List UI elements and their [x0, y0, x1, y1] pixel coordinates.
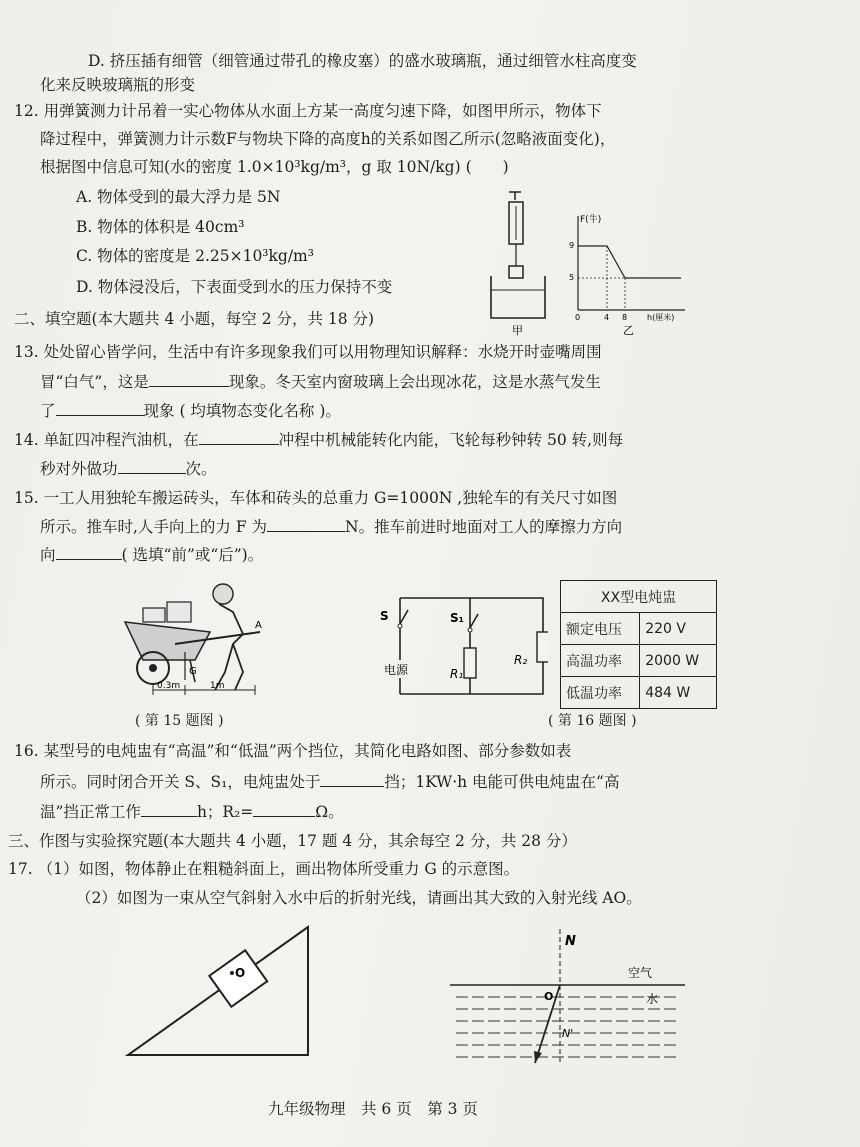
q13-blank-1[interactable] — [149, 370, 229, 387]
q13-line3-text2: 现象 ( 均填物态变化名称 )。 — [143, 402, 341, 420]
q15-line2-text2: N。推车前进时地面对工人的摩擦力方向 — [345, 518, 623, 536]
q14-blank-1[interactable] — [199, 428, 279, 445]
q15-blank-1[interactable] — [267, 515, 345, 532]
q16-blank-3[interactable] — [253, 800, 315, 817]
figure-jia-label: 甲 — [512, 324, 523, 337]
q12-stem-line2: 降过程中，弹簧测力计示数F与物块下降的高度h的关系如图乙所示(忽略液面变化)， — [40, 130, 616, 148]
q12-option-a: A. 物体受到的最大浮力是 5N — [76, 188, 281, 206]
fig17-air-label: 空气 — [628, 966, 653, 980]
fig17-water-label: 水 — [646, 992, 659, 1006]
q14-line2 — [40, 457, 217, 480]
fig15-len1: 0.3m — [157, 681, 181, 691]
q16-line3-text2: h；R₂= — [196, 803, 254, 821]
figure-16-caption: ( 第 16 题图 ) — [548, 713, 637, 729]
q16-parameter-table — [560, 580, 717, 709]
q11-option-d-line1: D. 挤压插有细管（细管通过带孔的橡皮塞）的盛水玻璃瓶，通过细管水柱高度变 — [88, 52, 637, 70]
figure-15-wheelbarrow — [115, 572, 280, 702]
q16-line1: 16. 某型号的电炖盅有“高温”和“低温”两个挡位，其简化电路如图、部分参数如表 — [14, 742, 572, 760]
f-axis-label: F(牛) — [580, 215, 602, 225]
q13-line1: 13. 处处留心皆学问，生活中有许多现象我们可以用物理知识解释：水烧开时壶嘴周围 — [14, 343, 602, 361]
q16-line3-text3: Ω。 — [315, 803, 344, 821]
table-cell-value: 484 W — [640, 677, 717, 709]
q14-blank-2[interactable] — [118, 457, 186, 474]
q13-line2-text1: 冒“白气”，这是 — [40, 373, 149, 391]
q15-line2-text1: 所示。推车时,人手向上的力 F 为 — [40, 518, 268, 536]
q13-line2-text2: 现象。冬天室内窗玻璃上会出现冰花，这是水蒸气发生 — [228, 373, 601, 391]
figure-17-incline — [120, 915, 320, 1065]
q14-line2-text2: 次。 — [185, 460, 217, 478]
q17-part2: （2）如图为一束从空气斜射入水中后的折射光线，请画出其大致的入射光线 AO。 — [76, 889, 642, 907]
q11-option-d-line2: 化来反映玻璃瓶的形变 — [40, 76, 196, 94]
q14-line1-text1: 14. 单缸四冲程汽油机，在 — [14, 431, 199, 449]
q12-stem-line3: 根据图中信息可知(水的密度 1.0×10³kg/m³，g 取 10N/kg) ( ) — [40, 158, 509, 176]
q13-line2 — [40, 370, 601, 393]
table-cell-label: 低温功率 — [561, 677, 640, 709]
q14-line2-text1: 秒对外做功 — [40, 460, 118, 478]
h-tick-4: 4 — [604, 313, 610, 322]
figure-16-circuit — [378, 590, 548, 700]
figure-yi-label: 乙 — [623, 324, 634, 337]
q15-line3-text2: ( 选填“前”或“后”)。 — [121, 546, 264, 564]
table-row — [561, 613, 717, 645]
fig16-r1-label: R₁ — [450, 667, 464, 681]
q13-blank-2[interactable] — [56, 399, 144, 416]
fig15-len2: 1m — [210, 681, 225, 691]
q15-blank-2[interactable] — [56, 543, 122, 560]
q16-line3 — [40, 800, 344, 823]
figure-jia-spring-scale — [485, 188, 565, 338]
table-cell-value: 2000 W — [640, 645, 717, 677]
fig15-g-label: G — [189, 666, 197, 677]
figure-yi-f-h-graph — [565, 210, 690, 338]
q16-blank-2[interactable] — [141, 800, 197, 817]
q12-option-d: D. 物体浸没后，下表面受到水的压力保持不变 — [76, 278, 393, 296]
q12-option-b: B. 物体的体积是 40cm³ — [76, 218, 245, 236]
table-row — [561, 677, 717, 709]
q16-line3-text1: 温”挡正常工作 — [40, 803, 141, 821]
table-title: XX型电炖盅 — [561, 581, 717, 613]
f-tick-5: 5 — [569, 273, 575, 282]
fig17-o2-label: O — [544, 990, 554, 1003]
fig17-n-label: N — [565, 934, 576, 949]
q16-line2 — [40, 770, 619, 793]
table-cell-value: 220 V — [640, 613, 717, 645]
table-cell-label: 高温功率 — [561, 645, 640, 677]
fig16-s-label: S — [380, 609, 389, 623]
f-tick-9: 9 — [569, 241, 575, 250]
figure-15-caption: ( 第 15 题图 ) — [135, 713, 224, 729]
q15-line3-text1: 向 — [40, 546, 56, 564]
fig16-power-label: 电源 — [384, 663, 409, 677]
q15-line2 — [40, 515, 622, 538]
fig17-o-label: O — [235, 966, 246, 980]
q17-part1: 17. （1）如图，物体静止在粗糙斜面上，画出物体所受重力 G 的示意图。 — [8, 860, 520, 878]
page-footer: 九年级物理 共 6 页 第 3 页 — [268, 1100, 478, 1118]
q15-line3 — [40, 543, 263, 566]
q12-stem-line1: 12. 用弹簧测力计吊着一实心物体从水面上方某一高度匀速下降，如图甲所示，物体下 — [14, 102, 602, 120]
table-row — [561, 645, 717, 677]
q14-line1-text2: 冲程中机械能转化内能，飞轮每秒钟转 50 转,则每 — [278, 431, 624, 449]
q13-line3-text1: 了 — [40, 402, 56, 420]
q14-line1 — [14, 428, 623, 451]
fig16-s1-label: S₁ — [450, 611, 464, 625]
section-2-heading: 二、填空题(本大题共 4 小题，每空 2 分，共 18 分) — [14, 310, 375, 328]
figure-17-refraction — [450, 925, 690, 1070]
h-tick-0: 0 — [575, 313, 581, 322]
fig15-a-label: A — [255, 620, 262, 631]
h-axis-label: h(厘米) — [647, 313, 675, 322]
q13-line3 — [40, 399, 341, 422]
q15-line1: 15. 一工人用独轮车搬运砖头，车体和砖头的总重力 G=1000N ,独轮车的有关尺寸如图 — [14, 489, 618, 507]
section-3-heading: 三、作图与实验探究题(本大题共 4 小题，17 题 4 分，其余每空 2 分，共 28 分） — [8, 832, 577, 850]
q16-blank-1[interactable] — [320, 770, 384, 787]
table-cell-label: 额定电压 — [561, 613, 640, 645]
q16-line2-text1: 所示。同时闭合开关 S、S₁，电炖盅处于 — [40, 773, 321, 791]
fig16-r2-label: R₂ — [514, 653, 528, 667]
h-tick-8: 8 — [622, 313, 628, 322]
fig17-n2-label: N' — [562, 1027, 574, 1040]
q16-line2-text2: 挡；1KW·h 电能可供电炖盅在“高 — [384, 773, 620, 791]
q12-option-c: C. 物体的密度是 2.25×10³kg/m³ — [76, 247, 314, 265]
